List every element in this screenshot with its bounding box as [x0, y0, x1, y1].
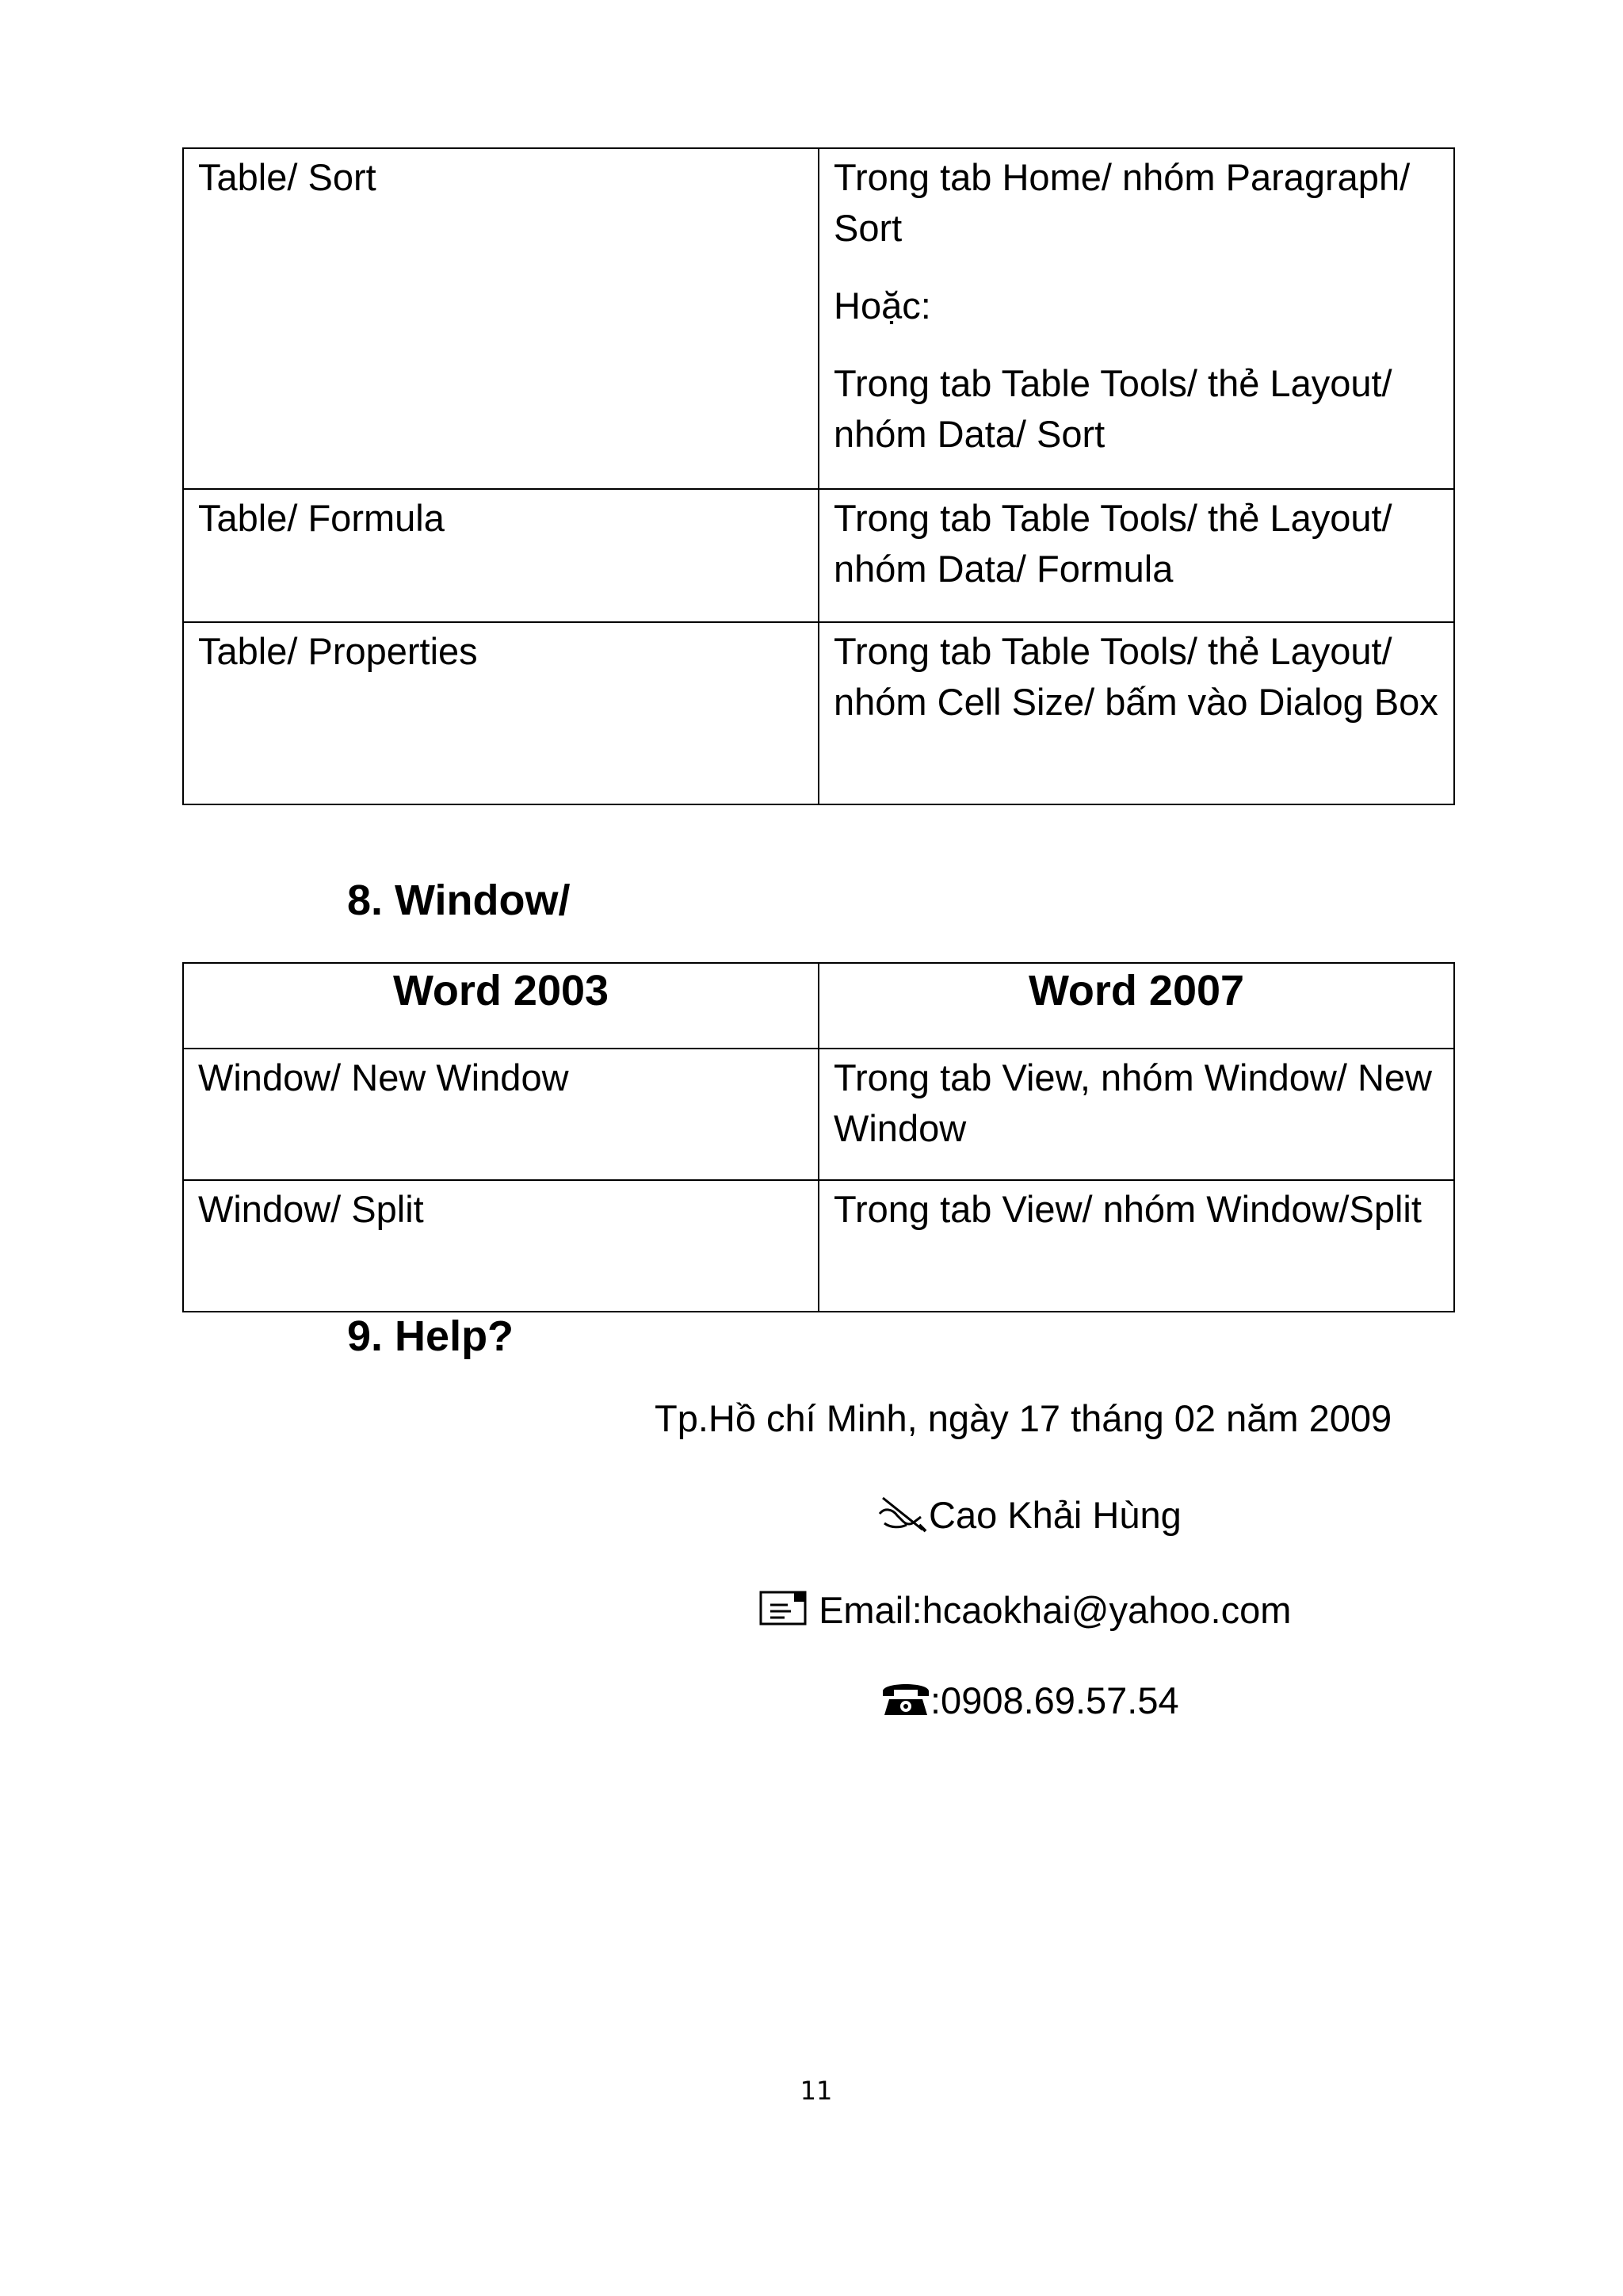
word2007-cell	[819, 489, 1454, 622]
column-header-word2007: Word 2007	[819, 963, 1454, 1049]
word2007-text: Trong tab Home/ nhóm Paragraph/ Sort	[834, 156, 1411, 249]
table-row	[183, 1049, 1454, 1180]
word2003-cell	[183, 489, 819, 622]
word2007-cell	[819, 148, 1454, 489]
signature-email[interactable]: Email:hcaokhai@yahoo.com	[819, 1589, 1292, 1631]
word2007-cell: Trong tab View/ nhóm Window/Split	[819, 1180, 1454, 1312]
envelope-icon	[759, 1589, 808, 1638]
word2003-cell	[183, 148, 819, 489]
section-heading-window: 8. Window/	[347, 877, 571, 924]
signature-phone-line	[881, 1677, 1179, 1729]
table-row	[183, 489, 1454, 622]
page-number: 11	[800, 2076, 833, 2106]
word2007-text: Hoặc:	[834, 285, 931, 327]
telephone-icon	[881, 1679, 930, 1729]
word2007-cell: Trong tab View, nhóm Window/ New Window	[819, 1049, 1454, 1180]
signature-name-line	[876, 1492, 1182, 1544]
table-row	[183, 622, 1454, 804]
table-row	[183, 148, 1454, 489]
word2003-cell	[183, 622, 819, 804]
window-command-table	[182, 962, 1455, 1312]
column-header-word2003: Word 2003	[183, 963, 819, 1049]
signature-place-date: Tp.Hồ chí Minh, ngày 17 tháng 02 năm 2009	[655, 1397, 1392, 1439]
word2007-text: Trong tab Table Tools/ thẻ Layout/ nhóm Data/ Sort	[834, 362, 1392, 455]
signature-phone: :0908.69.57.54	[930, 1679, 1179, 1721]
word2003-text: Table/ Sort	[198, 156, 376, 198]
table-header-row	[183, 963, 1454, 1049]
word2007-text: Trong tab Table Tools/ thẻ Layout/ nhóm Cell Size/ bấm vào Dialog Box	[834, 630, 1438, 723]
signature-email-line	[759, 1587, 1291, 1638]
word2007-cell	[819, 622, 1454, 804]
word2003-cell: Window/ Split	[183, 1180, 819, 1312]
table-row	[183, 1180, 1454, 1312]
signature-name: Cao Khải Hùng	[929, 1494, 1182, 1536]
word2003-cell: Window/ New Window	[183, 1049, 819, 1180]
word2003-text: Table/ Properties	[198, 630, 478, 672]
word-command-table-continued	[182, 147, 1455, 805]
word2007-text: Trong tab Table Tools/ thẻ Layout/ nhóm Data/ Formula	[834, 497, 1392, 590]
writing-hand-icon	[876, 1493, 929, 1544]
word2003-text: Table/ Formula	[198, 497, 445, 539]
section-heading-help: 9. Help?	[347, 1312, 514, 1360]
